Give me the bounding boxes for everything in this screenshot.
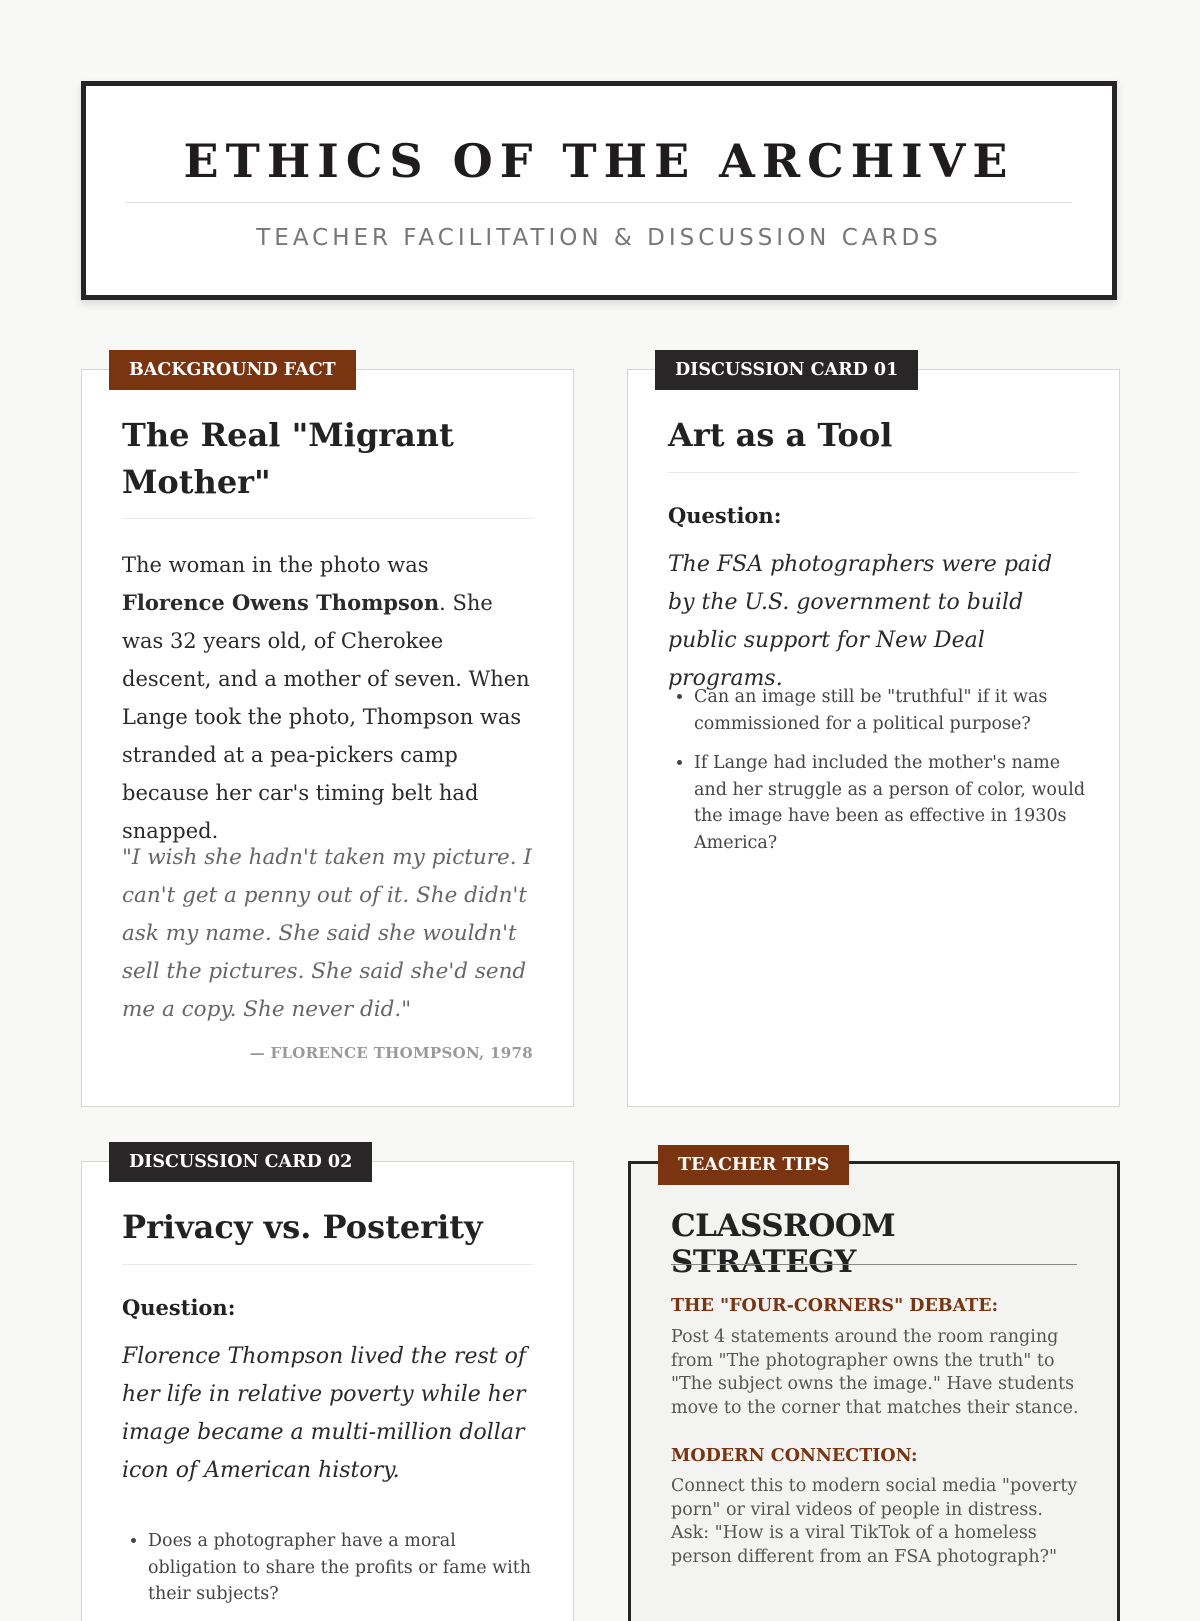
question-label: Question: <box>122 1295 236 1320</box>
list-item: • Can an image still be "truthful" if it was commissioned for a political purpose? <box>694 684 1089 737</box>
discussion-card-01 <box>627 360 1120 1107</box>
body-text-start: The woman in the photo was <box>122 553 429 577</box>
card-tag: BACKGROUND FACT <box>109 350 356 390</box>
teacher-tips-card <box>628 1155 1120 1621</box>
subject-name: Florence Owens Thompson <box>122 590 440 615</box>
card-title: The Real "Migrant Mother" <box>122 416 454 501</box>
card-title: Privacy vs. Posterity <box>122 1208 483 1246</box>
body-text-end: . She was 32 years old, of Cherokee descent, and a mother of seven. When Lange took the photo, Thompson was stranded at a pea-pickers camp because her car's timing belt had snapped. <box>122 591 530 843</box>
card-tag: DISCUSSION CARD 02 <box>109 1142 372 1182</box>
strategy-divider <box>671 1264 1077 1265</box>
card-body <box>122 546 533 850</box>
header-banner <box>81 81 1117 300</box>
page-title: ETHICS OF THE ARCHIVE <box>183 134 1015 188</box>
card-divider <box>122 1264 533 1265</box>
background-fact-card <box>81 360 574 1107</box>
list-item: • Does a photographer have a moral obligation to share the profits or fame with their subjects? <box>148 1528 543 1608</box>
discussion-prompts <box>668 684 1089 869</box>
list-item: • If Lange had included the mother's name and her struggle as a person of color, would the image have been as effective in 1930s America? <box>694 750 1089 856</box>
thompson-quote: "I wish she hadn't taken my picture. I can't get a penny out of it. She didn't ask my name. She said she wouldn't sell the pictures. She said she'd send me a copy. She never did." <box>122 845 532 1022</box>
header-divider <box>126 202 1072 203</box>
strategy-heading: MODERN CONNECTION: <box>671 1446 918 1466</box>
page-subtitle: TEACHER FACILITATION & DISCUSSION CARDS <box>256 225 942 251</box>
card-divider <box>668 472 1079 473</box>
question-text: The FSA photographers were paid by the U.S. government to build public support for New Deal programs. <box>668 552 1053 691</box>
card-tag: TEACHER TIPS <box>658 1145 849 1185</box>
strategy-title: CLASSROOM STRATEGY <box>671 1208 896 1280</box>
card-divider <box>122 518 533 519</box>
question-text: Florence Thompson lived the rest of her life in relative poverty while her image became a multi-million dollar icon of American history. <box>122 1344 526 1483</box>
strategy-text: Post 4 statements around the room ranging from "The photographer owns the truth" to "The subject owns the image." Have students move to the corner that matches their stance. <box>671 1327 1079 1418</box>
quote-attribution: — FLORENCE THOMPSON, 1978 <box>249 1044 533 1062</box>
discussion-prompts <box>122 1528 543 1621</box>
strategy-heading: THE "FOUR-CORNERS" DEBATE: <box>671 1296 999 1316</box>
strategy-text: Connect this to modern social media "poverty porn" or viral videos of people in distress. Ask: "How is a viral TikTok of a homeless person different from an FSA photograph?" <box>671 1476 1078 1567</box>
question-label: Question: <box>668 503 782 528</box>
card-tag: DISCUSSION CARD 01 <box>655 350 918 390</box>
discussion-card-02 <box>81 1152 574 1621</box>
card-title: Art as a Tool <box>668 416 893 454</box>
